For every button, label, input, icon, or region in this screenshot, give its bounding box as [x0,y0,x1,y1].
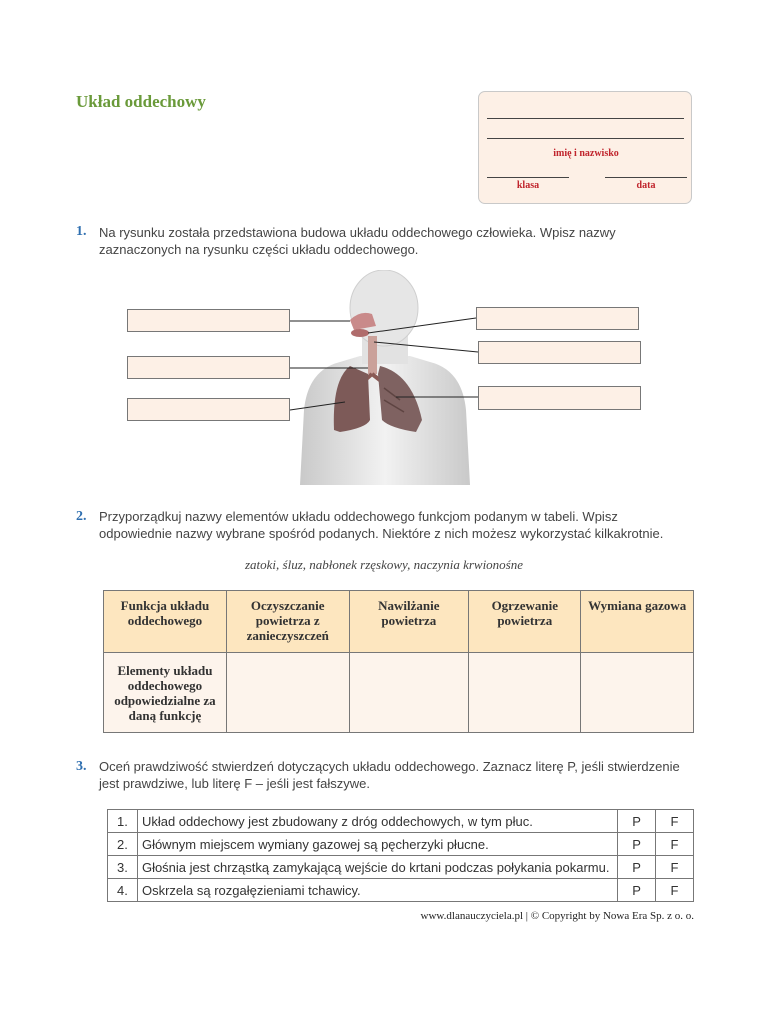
question-2-text [99,508,739,542]
statement-number: 3. [108,856,138,879]
answer-box-left-1[interactable] [127,309,290,332]
question-1-number: 1. [76,224,87,239]
word-bank: zatoki, śluz, nabłonek rzęskowy, naczynia krwionośne [244,557,524,572]
answer-cell-warming[interactable] [469,653,581,733]
answer-box-right-2[interactable] [478,341,641,364]
date-label: data [636,180,656,191]
question-1-line-2: zaznaczonych na rysunku części układu oddechowego. [99,242,419,257]
answer-box-right-1[interactable] [476,307,639,330]
true-option[interactable]: P [618,879,656,902]
header-gas-exchange: Wymiana gazowa [581,591,694,653]
statement-text: Układ oddechowy jest zbudowany z dróg oddechowych, w tym płuc. [137,810,617,833]
false-option[interactable]: F [656,833,694,856]
answer-box-right-3[interactable] [478,386,641,410]
question-3-number: 3. [76,759,87,774]
true-option[interactable]: P [618,833,656,856]
statement-number: 2. [108,833,138,856]
question-2-number: 2. [76,509,87,524]
footer-copyright: www.dlanauczyciela.pl | © Copyright by Nowa Era Sp. z o. o. [420,910,694,922]
header-function: Funkcja układu oddechowego [104,591,227,653]
name-label: imię i nazwisko [553,148,619,159]
answer-box-left-3[interactable] [127,398,290,421]
header-cleaning: Oczyszczanie powietrza z zanieczyszczeń [226,591,349,653]
false-option[interactable]: F [656,856,694,879]
question-3-line-2: jest prawdziwe, lub literę F – jeśli jest fałszywe. [99,776,370,791]
question-2-line-2: odpowiednie nazwy wybrane spośród podanych. Niektóre z nich możesz wykorzystać kilkakrotnie. [99,526,664,541]
answer-cell-gas-exchange[interactable] [581,653,694,733]
question-3-text [99,758,739,792]
answer-cell-cleaning[interactable] [226,653,349,733]
true-false-table [107,809,694,902]
class-label: klasa [516,180,540,191]
functions-table-header-row [104,591,694,653]
header-warming: Ogrzewanie powietrza [469,591,581,653]
statement-number: 1. [108,810,138,833]
answer-cell-humidifying[interactable] [349,653,469,733]
statement-text: Głównym miejscem wymiany gazowej są pęcherzyki płucne. [137,833,617,856]
false-option[interactable]: F [656,810,694,833]
statement-text: Oskrzela są rozgałęzieniami tchawicy. [137,879,617,902]
true-option[interactable]: P [618,856,656,879]
page-title: Układ oddechowy [76,92,206,111]
false-option[interactable]: F [656,879,694,902]
question-3-line-1: Oceń prawdziwość stwierdzeń dotyczących układu oddechowego. Zaznacz literę P, jeśli stwierdzenie [99,759,680,774]
statement-number: 4. [108,879,138,902]
true-option[interactable]: P [618,810,656,833]
answer-box-left-2[interactable] [127,356,290,379]
table-row [108,879,694,902]
functions-table-answer-row [104,653,694,733]
row-label: Elementy układu oddechowego odpowiedzialne za daną funkcję [104,653,227,733]
question-2-line-1: Przyporządkuj nazwy elementów układu oddechowego funkcjom podanym w tabeli. Wpisz [99,509,618,524]
header-humidifying: Nawilżanie powietrza [349,591,469,653]
table-row [108,833,694,856]
table-row [108,810,694,833]
table-row [108,856,694,879]
statement-text: Głośnia jest chrząstką zamykającą wejście do krtani podczas połykania pokarmu. [137,856,617,879]
functions-table [103,590,694,733]
question-1-line-1: Na rysunku została przedstawiona budowa układu oddechowego człowieka. Wpisz nazwy [99,225,616,240]
